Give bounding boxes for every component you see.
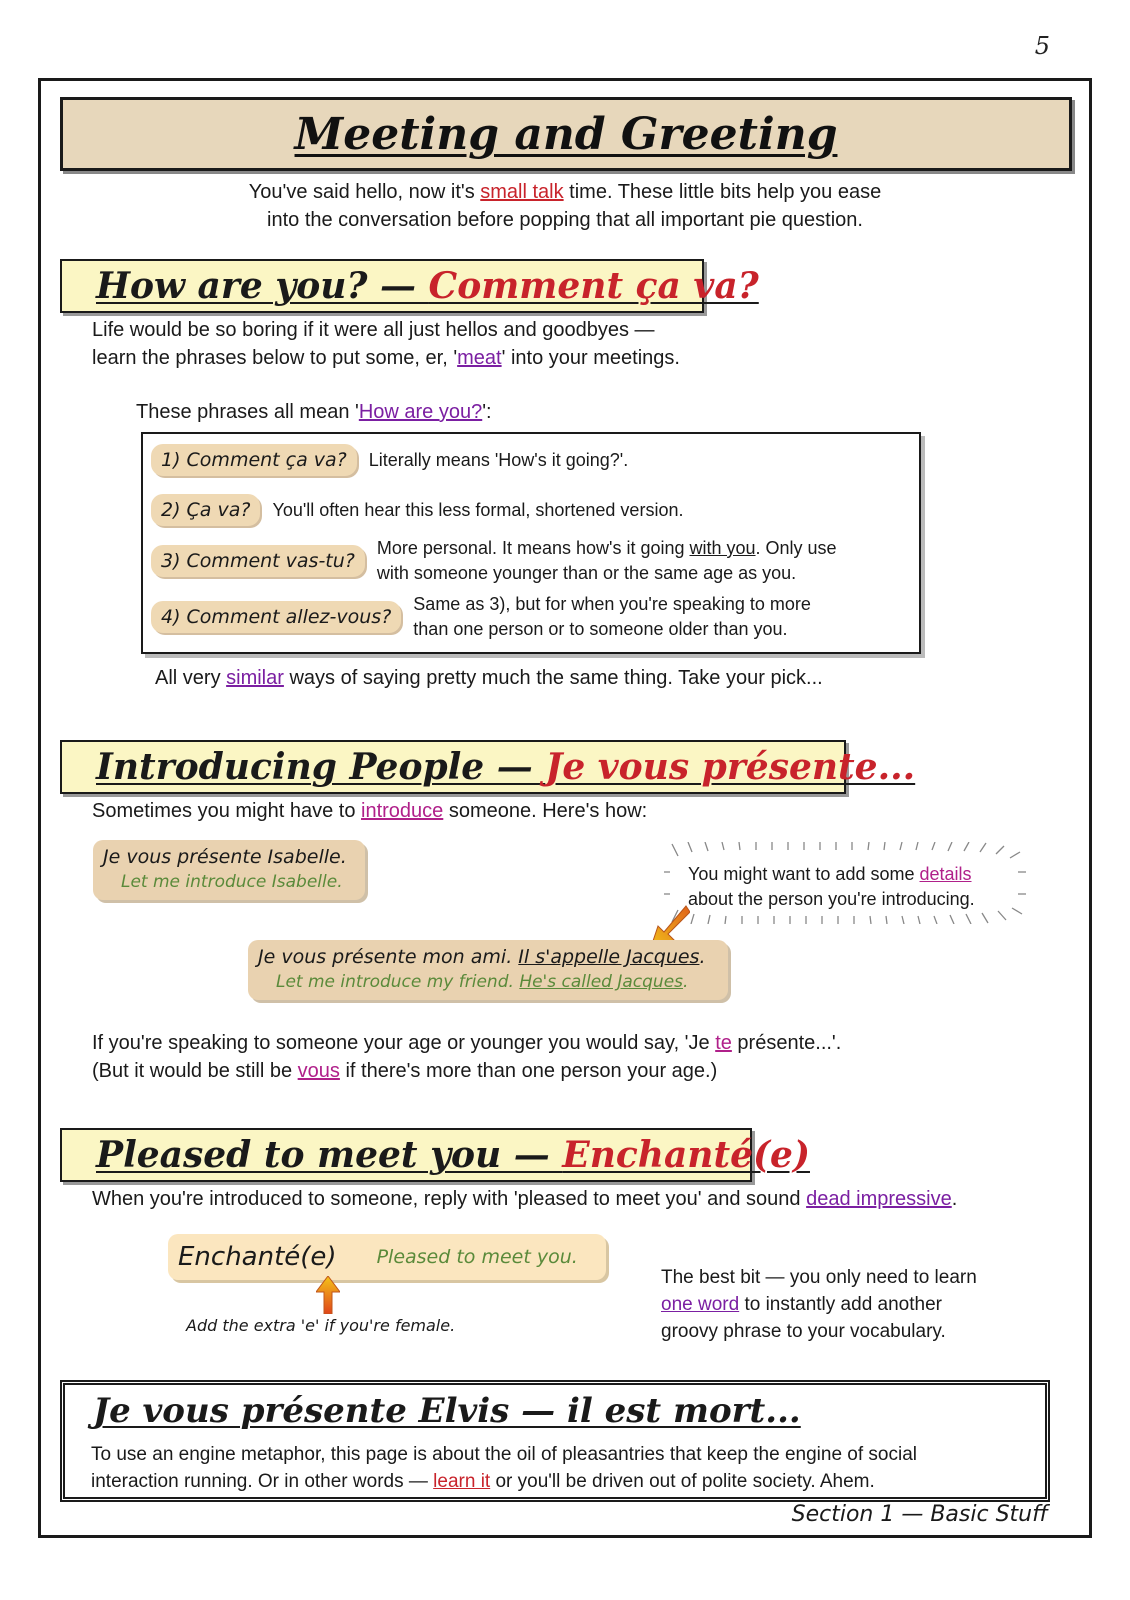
introduce-paragraph [92,797,647,825]
paragraph-text: ways of saying pretty much the same thing. Take your pick... [283,667,823,689]
paragraph-text: if there's more than one person your age.) [339,1060,718,1082]
vous-link[interactable]: vous [297,1060,340,1082]
section-footer: Section 1 — Basic Stuff [791,1502,1048,1527]
phrase-description: Literally means 'How's it going?'. [368,449,629,470]
how-are-you-paragraph [92,316,680,372]
paragraph-line: The best bit — you only need to learn [661,1267,977,1288]
pleased-heading [60,1128,810,1182]
phrase-row [151,494,683,526]
title-banner [60,97,1072,171]
paragraph-text: someone. Here's how: [443,800,648,822]
one-word-link[interactable]: one word [661,1294,740,1315]
heading-french: Enchanté(e) [562,1134,810,1176]
example-french: Je vous présente Isabelle. [103,846,347,868]
phrase-label: 4) Comment allez-vous? [151,601,401,633]
summary-box [60,1380,1050,1502]
meat-link[interactable]: meat [457,347,502,369]
example-text: . [683,972,689,992]
phrase-description: You'll often hear this less formal, shortened version. [272,499,684,520]
how-are-you-heading [60,259,759,313]
paragraph-text: présente...'. [731,1032,842,1054]
example-english [258,970,718,994]
example-text: . [699,946,706,968]
description-text: than one person or to someone older than you. [413,619,788,639]
paragraph-line: groovy phrase to your vocabulary. [661,1321,946,1342]
heading-english: Introducing People — [96,746,546,788]
introduce-link[interactable]: introduce [361,800,444,822]
phrase-label: 1) Comment ça va? [151,444,357,476]
paragraph-text: learn the phrases below to put some, er, ' [92,347,458,369]
section-heading-text [96,265,759,307]
learn-it-link[interactable]: learn it [433,1471,491,1492]
intro-text [0,178,1130,234]
up-arrow-icon [316,1276,340,1314]
description-text: More personal. It means how's it going [376,538,690,558]
example-text: Let me introduce my friend. [276,972,520,992]
paragraph-text: ': [482,401,492,423]
paragraph-text: ' into your meetings. [501,347,680,369]
intro-text-part: time. These little bits help you ease [563,181,882,203]
dead-impressive-link[interactable]: dead impressive [806,1188,952,1210]
tip-text: You might want to add some [688,864,920,884]
paragraph-text: . [951,1188,958,1210]
example-emphasis: He's called Jacques [519,972,684,992]
example-card-jacques [248,940,728,1000]
example-card-isabelle [93,840,365,900]
how-are-you-link[interactable]: How are you? [358,401,483,423]
description-text: Same as 3), but for when you're speaking to more [413,594,811,614]
paragraph-text: When you're introduced to someone, reply with 'pleased to meet you' and sound [92,1188,807,1210]
section-heading-text [96,1134,810,1176]
description-text: . Only use [755,538,837,558]
summary-line: To use an engine metaphor, this page is about the oil of pleasantries that keep the engine of social [91,1444,918,1465]
section-heading-text [96,746,915,788]
small-talk-link[interactable]: small talk [480,181,564,203]
intro-text-part: You've said hello, now it's [248,181,481,203]
example-french: Enchanté(e) [178,1242,337,1272]
paragraph-text: Sometimes you might have to [92,800,362,822]
example-english: Pleased to meet you. [376,1246,578,1268]
phrase-label: 2) Ça va? [151,494,260,526]
te-vous-paragraph [92,1029,841,1085]
phrase-description [413,592,811,642]
summary-text [91,1441,917,1495]
summary-text-part: or you'll be driven out of polite society. Ahem. [490,1471,875,1492]
best-bit-paragraph [661,1264,977,1345]
page-number: 5 [1034,32,1050,60]
add-e-note: Add the extra 'e' if you're female. [186,1316,456,1335]
paragraph-text: If you're speaking to someone your age or younger you would say, 'Je [92,1032,716,1054]
te-link[interactable]: te [715,1032,732,1054]
example-emphasis: Il s'appelle Jacques [518,946,700,968]
page-title: Meeting and Greeting [294,108,838,160]
paragraph-line: Life would be so boring if it were all just hellos and goodbyes — [92,319,655,341]
heading-english: How are you? — [96,265,429,307]
example-text: Je vous présente mon ami. [258,946,519,968]
details-tip [688,862,975,912]
paragraph-text: (But it would be still be [92,1060,298,1082]
example-english: Let me introduce Isabelle. [121,872,343,892]
with-you-emphasis: with you [689,538,756,558]
description-text: with someone younger than or the same age as you. [376,563,797,583]
summary-text-part: interaction running. Or in other words — [91,1471,434,1492]
introducing-heading [60,740,916,794]
phrase-row [151,444,628,476]
paragraph-text: These phrases all mean ' [136,401,359,423]
phrase-row [151,592,811,642]
heading-french: Comment ça va? [428,265,759,307]
take-your-pick-line [155,664,823,692]
paragraph-text: to instantly add another [739,1294,942,1315]
enchante-card [168,1234,606,1280]
tip-text: about the person you're introducing. [688,889,975,909]
paragraph-text: All very [155,667,227,689]
phrase-label: 3) Comment vas-tu? [151,545,365,577]
heading-english: Pleased to meet you — [96,1134,563,1176]
phrases-mean-line [136,398,492,426]
phrase-row [151,536,837,586]
similar-link[interactable]: similar [226,667,284,689]
summary-heading: Je vous présente Elvis — il est mort... [93,1391,801,1431]
details-link[interactable]: details [919,864,972,884]
pleased-paragraph [92,1185,957,1213]
example-french [258,944,718,970]
phrase-box [141,432,921,654]
phrase-description [377,536,837,586]
intro-text-line: into the conversation before popping that all important pie question. [267,209,863,231]
heading-french: Je vous présente... [545,746,916,788]
